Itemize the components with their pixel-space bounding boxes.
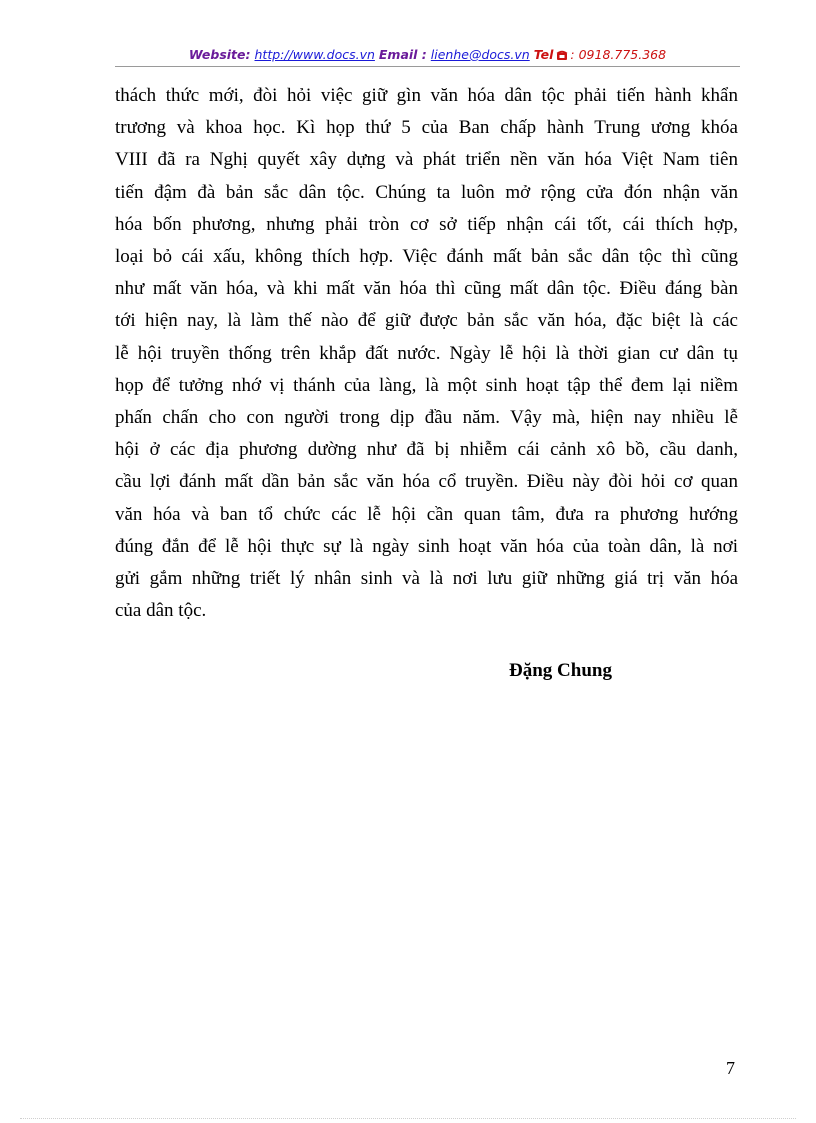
text-line: họp để tưởng nhớ vị thánh của làng, là một sinh hoạt tập thể đem lại niềm (115, 374, 738, 396)
text-line: loại bỏ cái xấu, không thích hợp. Việc đánh mất bản sắc dân tộc thì cũng (115, 246, 738, 268)
text-line: cầu lợi đánh mất dần bản sắc văn hóa cổ truyền. Điều này đòi hỏi cơ quan (115, 471, 738, 493)
text-line: thách thức mới, đòi hỏi việc giữ gìn văn hóa dân tộc phải tiến hành khẩn (115, 85, 738, 106)
author-signature: Đặng Chung (509, 660, 612, 681)
email-link[interactable]: lienhe@docs.vn (430, 47, 530, 62)
header-divider (115, 66, 740, 67)
text-line: phấn chấn cho con người trong dịp đầu năm. Vậy mà, hiện nay nhiều lễ (115, 407, 738, 429)
website-label: Website: (188, 47, 251, 62)
text-line: VIII đã ra Nghị quyết xây dựng và phát triển nền văn hóa Việt Nam tiên (115, 149, 738, 171)
email-label: Email : (378, 47, 427, 62)
text-line: của dân tộc. (115, 600, 207, 622)
text-line: tới hiện nay, là làm thế nào để giữ được bản sắc văn hóa, đặc biệt là các (115, 310, 738, 332)
phone-number: : 0918.775.368 (570, 47, 667, 62)
text-line: như mất văn hóa, và khi mất văn hóa thì cũng mất dân tộc. Điều đáng bàn (115, 278, 738, 300)
text-line: đúng đắn để lễ hội thực sự là ngày sinh hoạt văn hóa của toàn dân, là nơi (115, 535, 738, 557)
footer-divider (20, 1118, 796, 1119)
text-line: văn hóa và ban tổ chức các lễ hội cần quan tâm, đưa ra phương hướng (115, 503, 738, 525)
text-line: trương và khoa học. Kì họp thứ 5 của Ban chấp hành Trung ương khóa (115, 117, 738, 139)
page-number: 7 (726, 1058, 735, 1078)
body-paragraph (115, 80, 738, 627)
page-header (115, 47, 740, 62)
telephone-icon (556, 49, 568, 60)
text-line: hội ở các địa phương dường như đã bị nhiễm cái cảnh xô bồ, cầu danh, (115, 439, 738, 461)
text-line: hóa bốn phương, nhưng phải tròn cơ sở tiếp nhận cái tốt, cái thích hợp, (115, 213, 738, 235)
text-line: lễ hội truyền thống trên khắp đất nước. Ngày lễ hội là thời gian cư dân tụ (115, 342, 738, 364)
text-line: gửi gắm những triết lý nhân sinh và là nơi lưu giữ những giá trị văn hóa (115, 568, 738, 590)
tel-label: Tel (533, 47, 554, 62)
text-line: tiến đậm đà bản sắc dân tộc. Chúng ta luôn mở rộng cửa đón nhận văn (115, 181, 738, 203)
website-link[interactable]: http://www.docs.vn (254, 47, 375, 62)
